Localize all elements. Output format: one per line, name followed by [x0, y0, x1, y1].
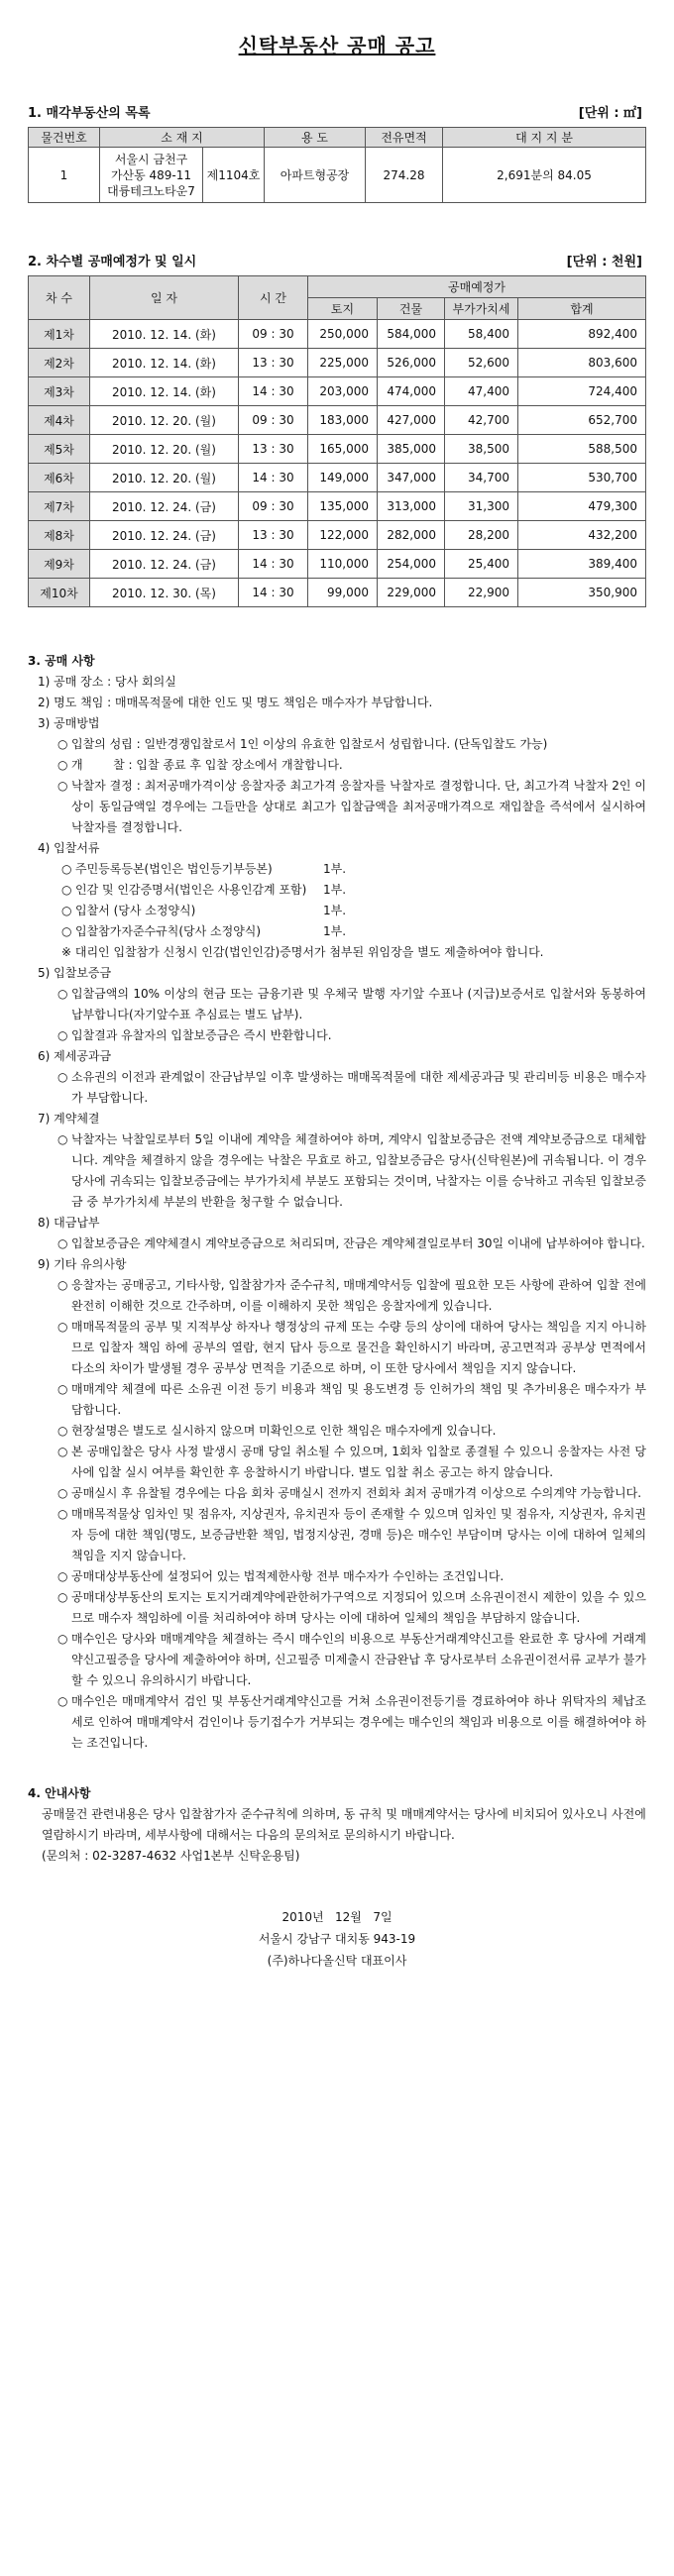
list-item-text: 개 찰 : 입찰 종료 후 입찰 장소에서 개찰합니다.: [71, 758, 343, 772]
col-location: 소 재 지: [100, 128, 265, 148]
total-cell: 588,500: [518, 435, 646, 464]
list-item: [57, 1504, 646, 1566]
table-row: [29, 435, 646, 464]
round-cell: 제2차: [29, 349, 90, 377]
list-item-text: 매매목적물의 공부 및 지적부상 하자나 행정상의 규제 또는 수량 등의 상이에 대하여 당사는 책임을 지지 아니하므로 입찰자 책임 하에 공부의 열람, 현지 답사 등으로 물건을 확인하시기 바라며, 공고면적과 공부상 면적에서 다소의 차이가 발생될 경우 공부상 면적을 기준으로 하며, 이 또한 당사에서 책임을 지지 않습니다.: [71, 1320, 646, 1375]
item-1: 1) 공매 장소 : 당사 회의실: [38, 675, 176, 689]
table-row: [29, 320, 646, 349]
property-list-table: [28, 127, 646, 203]
unit-number: 제1104호: [203, 148, 265, 203]
bullet-icon: ○: [57, 758, 68, 772]
item-5: 5) 입찰보증금: [38, 966, 112, 980]
round-cell: 제9차: [29, 550, 90, 579]
time-cell: 09 : 30: [239, 320, 308, 349]
building-cell: 584,000: [378, 320, 445, 349]
table-row: [29, 464, 646, 492]
col-use: 용 도: [265, 128, 366, 148]
date-cell: 2010. 12. 20. (월): [90, 435, 239, 464]
total-cell: 389,400: [518, 550, 646, 579]
doc-list-item: [61, 921, 646, 942]
bullet-icon: ○: [57, 1569, 68, 1583]
date-cell: 2010. 12. 14. (화): [90, 320, 239, 349]
vat-cell: 38,500: [445, 435, 518, 464]
list-item-text: 낙찰자는 낙찰일로부터 5일 이내에 계약을 체결하여야 하며, 계약시 입찰보증금은 전액 계약보증금으로 대체합니다. 계약을 체결하지 않을 경우에는 낙찰은 무효로 하고, 입찰보증금은 당사(신탁원본)에 귀속됩니다. 이 경우 당사에 귀속되는 입찰보증금에는 부가가치세 부분도 포함되는 것이며, 낙찰자는 이를 승낙하고 귀속된 입찰보증금 중 부가가치세 부분의 반환을 청구할 수 없습니다.: [71, 1132, 646, 1209]
land-cell: 110,000: [308, 550, 378, 579]
page-title: 신탁부동산 공매 공고: [238, 34, 436, 57]
item-3: 3) 공매방법: [38, 716, 100, 730]
vat-cell: 42,700: [445, 406, 518, 435]
building-cell: 474,000: [378, 377, 445, 406]
doc-list-item: [61, 859, 646, 880]
list-item: [57, 984, 646, 1025]
total-cell: 479,300: [518, 492, 646, 521]
section-2-header: [28, 251, 646, 269]
total-cell: 652,700: [518, 406, 646, 435]
building-cell: 313,000: [378, 492, 445, 521]
item-9: 9) 기타 유의사항: [38, 1257, 127, 1271]
list-item-text: 응찰자는 공매공고, 기타사항, 입찰참가자 준수규칙, 매매계약서등 입찰에 필요한 모든 사항에 관하여 입찰 전에 완전히 이해한 것으로 간주하며, 이를 이해하지 못한 책임은 응찰자에게 있습니다.: [71, 1278, 646, 1313]
building-cell: 526,000: [378, 349, 445, 377]
bullet-icon: ○: [61, 904, 72, 917]
round-cell: 제1차: [29, 320, 90, 349]
vat-cell: 25,400: [445, 550, 518, 579]
col-vat: 부가가치세: [445, 298, 518, 320]
address-line: 대륭테크노타운7: [107, 183, 195, 198]
item-8: 8) 대금납부: [38, 1216, 100, 1230]
bullet-icon: ○: [57, 1320, 68, 1334]
vat-cell: 22,900: [445, 579, 518, 607]
land-cell: 225,000: [308, 349, 378, 377]
list-item: [57, 1587, 646, 1629]
doc-name: 입찰서 (당사 소정양식): [75, 904, 196, 917]
item-2: 2) 명도 책임 : 매매목적물에 대한 인도 및 명도 책임은 매수자가 부담합니다.: [38, 696, 433, 709]
company-signatory: (주)하나다올신탁 대표이사: [267, 1954, 407, 1968]
bullet-icon: ○: [57, 1445, 68, 1458]
bullet-icon: ○: [57, 1236, 68, 1250]
doc-count: 1부.: [323, 883, 347, 897]
location-address: [100, 148, 203, 203]
col-land-share: 대 지 지 분: [443, 128, 646, 148]
list-item: [57, 776, 646, 838]
property-use: 아파트형공장: [265, 148, 366, 203]
vat-cell: 58,400: [445, 320, 518, 349]
section-4-heading: 4. 안내사항: [28, 1786, 91, 1800]
list-item: [57, 1691, 646, 1754]
table-row: [29, 579, 646, 607]
col-total: 합계: [518, 298, 646, 320]
round-cell: 제7차: [29, 492, 90, 521]
item-7: 7) 계약체결: [38, 1112, 100, 1126]
doc-name: 인감 및 인감증명서(법인은 사용인감계 포함): [75, 883, 307, 897]
table-row: [29, 550, 646, 579]
date-cell: 2010. 12. 24. (금): [90, 521, 239, 550]
doc-list-item: [61, 880, 646, 901]
time-cell: 13 : 30: [239, 435, 308, 464]
col-building: 건물: [378, 298, 445, 320]
bullet-icon: ○: [57, 1590, 68, 1604]
section-3: [28, 651, 646, 1754]
notice-date: 2010년 12월 7일: [281, 1910, 393, 1924]
round-cell: 제8차: [29, 521, 90, 550]
total-cell: 892,400: [518, 320, 646, 349]
list-item: [57, 1421, 646, 1442]
section-3-heading: 3. 공매 사항: [28, 654, 95, 668]
round-cell: 제6차: [29, 464, 90, 492]
vat-cell: 47,400: [445, 377, 518, 406]
list-item: [57, 1317, 646, 1379]
list-item-text: 입찰금액의 10% 이상의 현금 또는 금융기관 및 우체국 발행 자기앞 수표나 (지급)보증서로 입찰서와 동봉하여 납부합니다(자기앞수표 추심료는 별도 납부).: [71, 987, 646, 1021]
table-row: [29, 492, 646, 521]
list-item-text: 입찰의 성립 : 일반경쟁입찰로서 1인 이상의 유효한 입찰로서 성립합니다. (단독입찰도 가능): [71, 737, 548, 751]
bullet-icon: ○: [61, 862, 72, 876]
col-exclusive-area: 전유면적: [366, 128, 443, 148]
col-date: 일 자: [90, 276, 239, 320]
list-item-text: 입찰결과 유찰자의 입찰보증금은 즉시 반환합니다.: [71, 1028, 332, 1042]
round-cell: 제3차: [29, 377, 90, 406]
list-item-text: 소유권의 이전과 관계없이 잔금납부일 이후 발생하는 매매목적물에 대한 제세공과금 및 관리비등 비용은 매수자가 부담합니다.: [71, 1070, 646, 1105]
doc-count: 1부.: [323, 904, 347, 917]
building-cell: 282,000: [378, 521, 445, 550]
round-cell: 제10차: [29, 579, 90, 607]
total-cell: 432,200: [518, 521, 646, 550]
bullet-icon: ○: [61, 924, 72, 938]
bullet-icon: ○: [57, 1632, 68, 1646]
list-item-text: 입찰보증금은 계약체결시 계약보증금으로 처리되며, 잔금은 계약체결일로부터 30일 이내에 납부하여야 합니다.: [71, 1236, 645, 1250]
section-1-unit: [단위 : ㎡]: [578, 106, 642, 121]
bullet-icon: ○: [57, 1507, 68, 1521]
list-item: [57, 1234, 646, 1254]
round-cell: 제4차: [29, 406, 90, 435]
time-cell: 14 : 30: [239, 377, 308, 406]
doc-count: 1부.: [323, 924, 347, 938]
bullet-icon: ○: [57, 987, 68, 1001]
doc-name: 입찰참가자준수규칙(당사 소정양식): [75, 924, 262, 938]
bullet-icon: ○: [57, 1278, 68, 1292]
list-item: [57, 1379, 646, 1421]
address-line: 서울시 금천구: [114, 152, 188, 166]
doc-count: 1부.: [323, 862, 347, 876]
bullet-icon: ○: [57, 1382, 68, 1396]
bullet-icon: ○: [57, 737, 68, 751]
item-no: 1: [29, 148, 100, 203]
list-item-text: 매수인은 매매계약서 검인 및 부동산거래계약신고를 거쳐 소유권이전등기를 경료하여야 하나 위탁자의 체납조세로 인하여 매매계약서 검인이나 등기접수가 거부되는 경우에는 매수인의 책임과 비용으로 이를 해결하여야 하는 조건입니다.: [71, 1694, 646, 1750]
list-item: [57, 1566, 646, 1587]
bullet-icon: ○: [57, 1424, 68, 1438]
date-cell: 2010. 12. 14. (화): [90, 349, 239, 377]
land-share: 2,691분의 84.05: [443, 148, 646, 203]
vat-cell: 34,700: [445, 464, 518, 492]
proxy-note: ※ 대리인 입찰참가 신청시 인감(법인인감)증명서가 첨부된 위임장을 별도 제출하여야 합니다.: [61, 945, 544, 959]
building-cell: 347,000: [378, 464, 445, 492]
date-cell: 2010. 12. 24. (금): [90, 492, 239, 521]
time-cell: 09 : 30: [239, 492, 308, 521]
list-item-text: 공매실시 후 유찰될 경우에는 다음 회차 공매실시 전까지 전회차 최저 공매가격 이상으로 수의계약 가능합니다.: [71, 1486, 642, 1500]
bullet-icon: ○: [57, 1486, 68, 1500]
land-cell: 165,000: [308, 435, 378, 464]
col-land: 토지: [308, 298, 378, 320]
list-item: [57, 1629, 646, 1691]
vat-cell: 28,200: [445, 521, 518, 550]
land-cell: 99,000: [308, 579, 378, 607]
bullet-icon: ○: [57, 779, 68, 793]
col-round: 차 수: [29, 276, 90, 320]
time-cell: 14 : 30: [239, 550, 308, 579]
exclusive-area: 274.28: [366, 148, 443, 203]
section-2-unit: [단위 : 천원]: [566, 255, 642, 269]
time-cell: 14 : 30: [239, 464, 308, 492]
list-item: [57, 1129, 646, 1213]
doc-list-item: [61, 901, 646, 921]
time-cell: 13 : 30: [239, 521, 308, 550]
vat-cell: 52,600: [445, 349, 518, 377]
list-item: [57, 1067, 646, 1109]
building-cell: 254,000: [378, 550, 445, 579]
list-item-text: 매매계약 체결에 따른 소유권 이전 등기 비용과 책임 및 용도변경 등 인허가의 책임 및 추가비용은 매수자가 부담합니다.: [71, 1382, 646, 1417]
item-6: 6) 제세공과금: [38, 1049, 112, 1063]
list-item-text: 매매목적물상 임차인 및 점유자, 지상권자, 유치권자 등이 존재할 수 있으며 임차인 및 점유자, 지상권자, 유치권자 등에 대한 책임(명도, 보증금반환 책임, 법정지상권, 경매 등)은 매수인 부담이며 당사는 이에 대하여 일체의 책임을 지지 않습니다.: [71, 1507, 646, 1562]
land-cell: 250,000: [308, 320, 378, 349]
building-cell: 427,000: [378, 406, 445, 435]
bullet-icon: ○: [57, 1070, 68, 1084]
col-item-no: 물건번호: [29, 128, 100, 148]
table-row: [29, 148, 646, 203]
list-item-text: 공매대상부동산에 설정되어 있는 법적제한사항 전부 매수자가 수인하는 조건입니다.: [71, 1569, 505, 1583]
time-cell: 14 : 30: [239, 579, 308, 607]
date-cell: 2010. 12. 30. (목): [90, 579, 239, 607]
company-address: 서울시 강남구 대치동 943-19: [258, 1932, 416, 1946]
list-item: [57, 1483, 646, 1504]
doc-name: 주민등록등본(법인은 법인등기부등본): [75, 862, 273, 876]
section-4: [28, 1783, 646, 1867]
list-item: [57, 755, 646, 776]
notice-body: 공매물건 관련내용은 당사 입찰참가자 준수규칙에 의하며, 동 규칙 및 매매계약서는 당사에 비치되어 있사오니 사전에 열람하시기 바라며, 세부사항에 대해서는 다음의 문의처로 문의하시기 바랍니다.: [42, 1807, 646, 1842]
bullet-icon: ○: [57, 1132, 68, 1146]
total-cell: 350,900: [518, 579, 646, 607]
time-cell: 13 : 30: [239, 349, 308, 377]
table-row: [29, 521, 646, 550]
address-line: 가산동 489-11: [110, 167, 192, 182]
round-cell: 제5차: [29, 435, 90, 464]
land-cell: 135,000: [308, 492, 378, 521]
list-item-text: 매수인은 당사와 매매계약을 체결하는 즉시 매수인의 비용으로 부동산거래계약신고를 완료한 후 당사에 거래계약신고필증을 당사에 제출하여야 하며, 신고필증 미제출시 잔금완납 후 당사로부터 소유권이전서류 교부가 불가할 수 있으니 유의하시기 바랍니다.: [71, 1632, 646, 1687]
table-row: [29, 377, 646, 406]
list-item: [57, 734, 646, 755]
table-row: [29, 406, 646, 435]
section-1-header: [28, 102, 646, 121]
list-item: [57, 1025, 646, 1046]
contact-info: (문의처 : 02-3287-4632 사업1본부 신탁운용팀): [42, 1849, 300, 1863]
total-cell: 803,600: [518, 349, 646, 377]
date-cell: 2010. 12. 20. (월): [90, 464, 239, 492]
list-item: [57, 1442, 646, 1483]
land-cell: 122,000: [308, 521, 378, 550]
list-item-text: 공매대상부동산의 토지는 토지거래계약에관한허가구역으로 지정되어 있으며 소유권이전시 제한이 있을 수 있으므로 매수자 책임하에 이를 처리하여야 하며 당사는 이에 대하여 일체의 책임을 부담하지 않습니다.: [71, 1590, 646, 1625]
bullet-icon: ○: [61, 883, 72, 897]
land-cell: 203,000: [308, 377, 378, 406]
item-4: 4) 입찰서류: [38, 841, 100, 855]
total-cell: 724,400: [518, 377, 646, 406]
vat-cell: 31,300: [445, 492, 518, 521]
list-item-text: 낙찰자 결정 : 최저공매가격이상 응찰자중 최고가격 응찰자를 낙찰자로 결정합니다. 단, 최고가격 낙찰자 2인 이상이 동일금액일 경우에는 그들만을 상대로 최고가 입찰금액을 최저공매가격으로 재입찰을 즉석에서 실시하여 낙찰자를 결정합니다.: [71, 779, 646, 834]
closing-block: [28, 1906, 646, 1972]
list-item-text: 본 공매입찰은 당사 사정 발생시 공매 당일 취소될 수 있으며, 1회차 입찰로 종결될 수 있으니 응찰자는 사전 당사에 입찰 실시 여부를 확인한 후 응찰하시기 바랍니다. 별도 입찰 취소 공고는 하지 않습니다.: [71, 1445, 646, 1479]
list-item-text: 현장설명은 별도로 실시하지 않으며 미확인으로 인한 책임은 매수자에게 있습니다.: [71, 1424, 497, 1438]
section-1-heading: 1. 매각부동산의 목록: [28, 106, 151, 121]
total-cell: 530,700: [518, 464, 646, 492]
table-row: [29, 349, 646, 377]
land-cell: 149,000: [308, 464, 378, 492]
date-cell: 2010. 12. 14. (화): [90, 377, 239, 406]
building-cell: 229,000: [378, 579, 445, 607]
date-cell: 2010. 12. 24. (금): [90, 550, 239, 579]
bullet-icon: ○: [57, 1694, 68, 1708]
schedule-table: [28, 275, 646, 607]
col-time: 시 간: [239, 276, 308, 320]
list-item: [57, 1275, 646, 1317]
land-cell: 183,000: [308, 406, 378, 435]
bullet-icon: ○: [57, 1028, 68, 1042]
date-cell: 2010. 12. 20. (월): [90, 406, 239, 435]
building-cell: 385,000: [378, 435, 445, 464]
col-planned-price: 공매예정가: [308, 276, 646, 298]
time-cell: 09 : 30: [239, 406, 308, 435]
section-2-heading: 2. 차수별 공매예정가 및 일시: [28, 255, 197, 269]
